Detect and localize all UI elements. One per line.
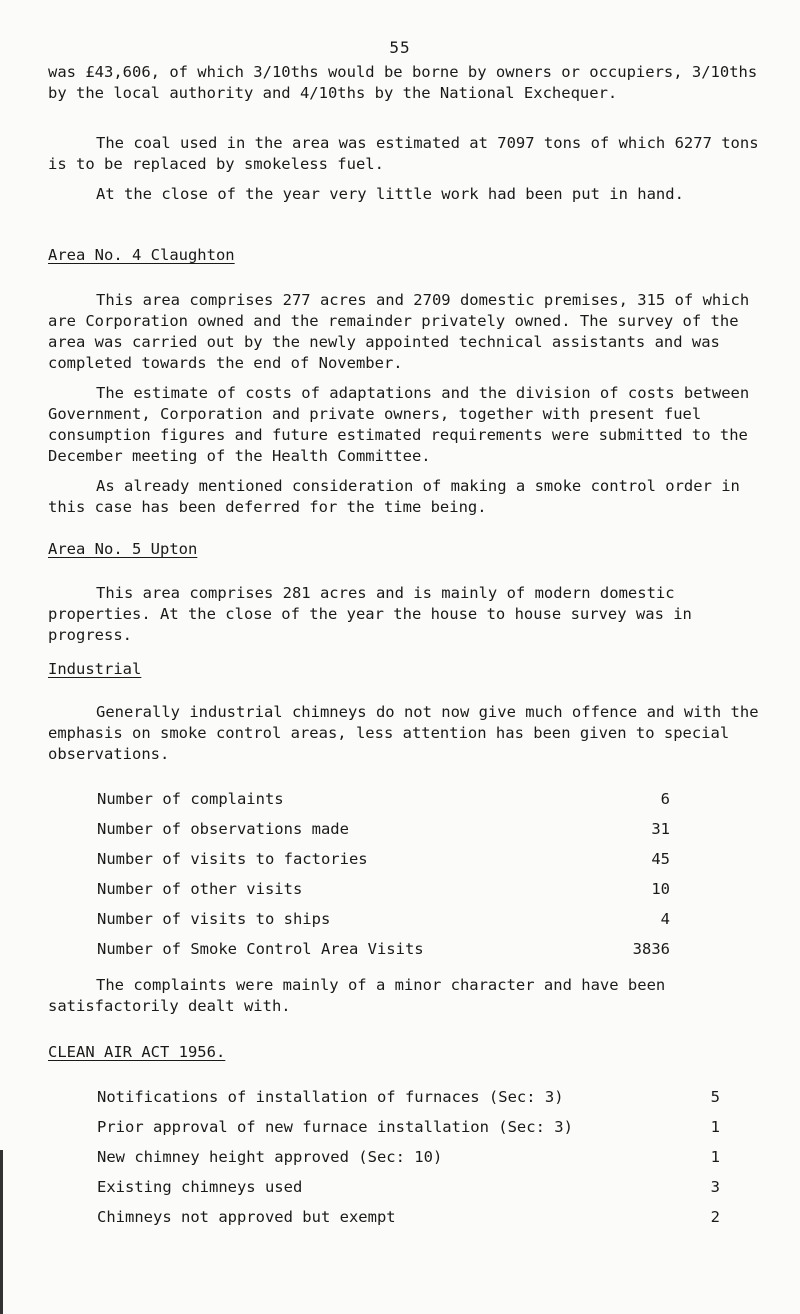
stat-row — [97, 904, 670, 934]
clean-air-label: Existing chimneys used — [97, 1178, 303, 1196]
industrial-p1-block — [48, 702, 770, 765]
clean-air-label: Prior approval of new furnace installation (Sec: 3) — [97, 1118, 573, 1136]
intro-coal-block — [48, 133, 770, 175]
clean-air-table — [97, 1082, 720, 1232]
clean-air-value: 2 — [710, 1208, 720, 1226]
stat-label: Number of Smoke Control Area Visits — [97, 940, 424, 958]
area4-p3-block — [48, 476, 770, 518]
intro-section — [48, 62, 770, 104]
clean-air-heading-block — [48, 1042, 770, 1063]
stat-row — [97, 814, 670, 844]
clean-air-value: 3 — [710, 1178, 720, 1196]
stat-row — [97, 934, 670, 964]
clean-air-row — [97, 1172, 720, 1202]
industrial-heading: Industrial — [48, 660, 142, 678]
intro-close-block — [48, 184, 770, 205]
stat-label: Number of complaints — [97, 790, 284, 808]
intro-paragraph-3: At the close of the year very little work had been put in hand. — [96, 185, 684, 203]
stat-value: 3836 — [632, 940, 670, 958]
industrial-paragraph-2: The complaints were mainly of a minor character and have been satisfactorily dealt with. — [48, 976, 675, 1015]
area4-heading-block — [48, 245, 770, 266]
clean-air-value: 1 — [710, 1118, 720, 1136]
stat-value: 10 — [651, 880, 670, 898]
stat-label: Number of other visits — [97, 880, 303, 898]
clean-air-label: Notifications of installation of furnaces (Sec: 3) — [97, 1088, 564, 1106]
intro-paragraph-1: was £43,606, of which 3/10ths would be borne by owners or occupiers, 3/10ths by the local authority and 4/10ths by the National Exchequer. — [48, 63, 767, 102]
industrial-p2-block — [48, 975, 770, 1017]
industrial-stats-table — [97, 784, 670, 964]
stat-value: 45 — [651, 850, 670, 868]
area5-heading-block — [48, 539, 770, 560]
stat-label: Number of observations made — [97, 820, 349, 838]
area4-p2-block — [48, 383, 770, 467]
clean-air-label: Chimneys not approved but exempt — [97, 1208, 396, 1226]
area5-paragraph-1: This area comprises 281 acres and is mainly of modern domestic properties. At the close of the year the house to house survey was in progress. — [48, 584, 702, 644]
clean-air-row — [97, 1082, 720, 1112]
area4-paragraph-2: The estimate of costs of adaptations and the division of costs between Government, Corporation and private owners, together with present fuel consumption figures and future estimated requirements were submitted to the December meeting of the Health Committee. — [48, 384, 759, 465]
stat-label: Number of visits to factories — [97, 850, 368, 868]
stat-row — [97, 844, 670, 874]
stat-value: 6 — [660, 790, 670, 808]
industrial-heading-block — [48, 659, 770, 680]
clean-air-row — [97, 1142, 720, 1172]
area4-p1-block — [48, 290, 770, 374]
area4-heading: Area No. 4 Claughton — [48, 246, 235, 264]
area4-paragraph-3: As already mentioned consideration of making a smoke control order in this case has been deferred for the time being. — [48, 477, 750, 516]
stat-row — [97, 784, 670, 814]
stat-label: Number of visits to ships — [97, 910, 331, 928]
clean-air-row — [97, 1112, 720, 1142]
clean-air-row — [97, 1202, 720, 1232]
page-number: 55 — [389, 38, 411, 57]
clean-air-value: 1 — [710, 1148, 720, 1166]
stat-row — [97, 874, 670, 904]
area4-paragraph-1: This area comprises 277 acres and 2709 domestic premises, 315 of which are Corporation owned and the remainder privately owned. The survey of the area was carried out by the newly appointed technical assistants and was completed towards the end of November. — [48, 291, 759, 372]
stat-value: 31 — [651, 820, 670, 838]
stat-value: 4 — [660, 910, 670, 928]
area5-heading: Area No. 5 Upton — [48, 540, 198, 558]
area5-p1-block — [48, 583, 770, 646]
industrial-paragraph-1: Generally industrial chimneys do not now give much offence and with the emphasis on smoke control areas, less attention has been given to special observations. — [48, 703, 768, 763]
clean-air-heading: CLEAN AIR ACT 1956. — [48, 1043, 226, 1061]
clean-air-label: New chimney height approved (Sec: 10) — [97, 1148, 443, 1166]
scan-binding-edge — [0, 1150, 3, 1314]
clean-air-value: 5 — [710, 1088, 720, 1106]
intro-paragraph-2: The coal used in the area was estimated at 7097 tons of which 6277 tons is to be replaced by smokeless fuel. — [48, 134, 768, 173]
